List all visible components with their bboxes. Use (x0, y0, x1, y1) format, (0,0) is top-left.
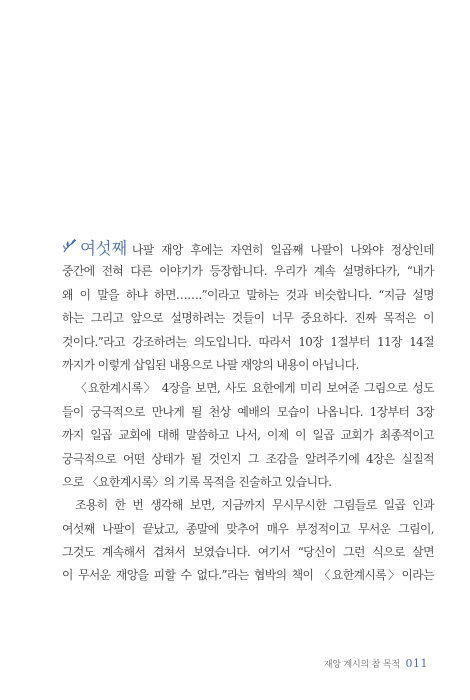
running-title: 재앙 계시의 참 목적 (323, 660, 400, 670)
section-heading (62, 237, 132, 260)
text-line: 여섯째 나팔이 끝났고, 종말에 맞추어 매우 부정적이고 무서운 그림이, (62, 521, 434, 536)
text-line: 궁극적으로 어떤 상태가 될 것인지 그 조감을 알려주기에 4장은 실질적 (62, 451, 434, 466)
text-line: 들이 궁극적으로 만나게 될 천상 예배의 모습이 나옵니다. 1장부터 3장 (62, 404, 434, 419)
page-footer (324, 657, 428, 670)
body-text (62, 237, 434, 588)
text-line (62, 237, 434, 260)
text-line: 하는 그리고 앞으로 설명하려는 것들이 너무 중요하다. 진짜 목적은 이 (62, 311, 434, 326)
paragraph-1 (62, 237, 434, 377)
text-line: 중간에 전혀 다른 이야기가 등장합니다. 우리가 계속 설명하다가, “내가 (62, 264, 434, 279)
text-line: 〈요한계시록〉 4장을 보면, 사도 요한에게 미리 보여준 그림으로 성도 (75, 381, 434, 396)
leaf-icon (62, 238, 78, 254)
page-number: 011 (405, 657, 428, 670)
text-line: 까지가 이렇게 삽입된 내용으로 나팔 재앙의 내용이 아닙니다. (62, 357, 359, 372)
text-line: 까지 일곱 교회에 대해 말씀하고 나서, 이제 이 일곱 교회가 최종적이고 (62, 428, 434, 443)
paragraph-2 (62, 377, 434, 494)
text-line: 으로 〈요한계시록〉의 기록 목적을 진술하고 있습니다. (62, 474, 332, 489)
text-line: 그것도 계속해서 겹쳐서 보였습니다. 여기서 “당신이 그런 식으로 살면 (62, 545, 434, 560)
text-line: 것이다.”라고 강조하려는 의도입니다. 따라서 10장 1절부터 11장 14절 (62, 334, 434, 349)
section-heading-word: 여섯째 (80, 239, 127, 258)
line-text: 나팔 재앙 후에는 자연히 일곱째 나팔이 나와야 정상인데 (131, 243, 434, 257)
text-line: 이 무서운 재앙을 피할 수 없다.”라는 협박의 책이 〈요한계시록〉이라는 (62, 568, 434, 583)
paragraph-3 (62, 494, 434, 588)
text-line: 왜 이 말을 하냐 하면…….”이라고 말하는 것과 비슷합니다. “지금 설명 (62, 287, 434, 302)
text-line: 조용히 한 번 생각해 보면, 지금까지 무시무시한 그림들로 일곱 인과 (75, 498, 434, 513)
